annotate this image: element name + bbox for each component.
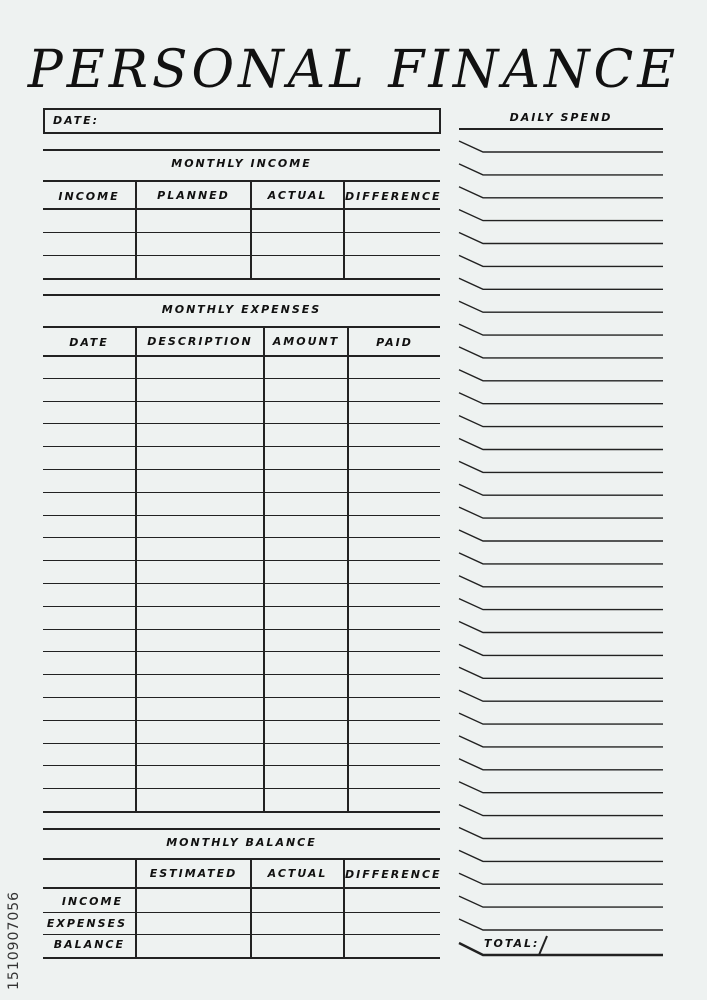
expense-row[interactable]: [43, 423, 440, 424]
balance-row[interactable]: [43, 934, 440, 935]
daily-spend-line[interactable]: [459, 416, 663, 427]
divider: [43, 858, 440, 860]
income-heading: MONTHLY INCOME: [171, 157, 312, 170]
daily-spend-line[interactable]: [459, 919, 663, 930]
balance-bottom-rule: [43, 957, 440, 959]
page-title: PERSONAL FINANCE: [27, 40, 680, 100]
daily-spend-line[interactable]: [459, 690, 663, 701]
expense-row[interactable]: [43, 788, 440, 789]
daily-spend-line[interactable]: [459, 301, 663, 312]
daily-spend-line[interactable]: [459, 667, 663, 678]
daily-spend-line[interactable]: [459, 255, 663, 266]
expense-row[interactable]: [43, 606, 440, 607]
daily-spend-line[interactable]: [459, 393, 663, 404]
divider: [43, 180, 440, 182]
column-divider: [135, 180, 137, 278]
daily-spend-line[interactable]: [459, 553, 663, 564]
expense-row[interactable]: [43, 469, 440, 470]
column-divider: [263, 326, 265, 811]
daily-spend-lines: [455, 128, 670, 963]
column-divider: [343, 180, 345, 278]
balance-row-expenses: EXPENSES: [46, 917, 127, 930]
expenses-bottom-rule: [43, 811, 440, 813]
daily-spend-line[interactable]: [459, 370, 663, 381]
income-col-difference: DIFFERENCE: [345, 190, 442, 203]
balance-row-income: INCOME: [61, 895, 123, 908]
expense-row[interactable]: [43, 674, 440, 675]
daily-spend-line[interactable]: [459, 210, 663, 221]
daily-spend-line[interactable]: [459, 805, 663, 816]
daily-spend-line[interactable]: [459, 782, 663, 793]
expense-row[interactable]: [43, 651, 440, 652]
balance-row-balance: BALANCE: [53, 938, 125, 951]
income-col-actual: ACTUAL: [267, 189, 328, 202]
daily-spend-line[interactable]: [459, 347, 663, 358]
divider: [43, 326, 440, 328]
column-divider: [250, 180, 252, 278]
expense-row[interactable]: [43, 743, 440, 744]
column-divider: [135, 326, 137, 811]
divider: [43, 294, 440, 296]
daily-spend-line[interactable]: [459, 759, 663, 770]
daily-spend-line[interactable]: [459, 599, 663, 610]
daily-spend-line[interactable]: [459, 187, 663, 198]
daily-spend-line[interactable]: [459, 461, 663, 472]
expense-row[interactable]: [43, 515, 440, 516]
daily-spend-line[interactable]: [459, 713, 663, 724]
expense-row[interactable]: [43, 697, 440, 698]
daily-spend-line[interactable]: [459, 828, 663, 839]
expense-row[interactable]: [43, 446, 440, 447]
expense-row[interactable]: [43, 720, 440, 721]
income-row[interactable]: [43, 255, 440, 256]
balance-row[interactable]: [43, 912, 440, 913]
income-row[interactable]: [43, 278, 440, 280]
column-divider: [347, 326, 349, 811]
total-slash: [539, 936, 547, 955]
expense-row[interactable]: [43, 560, 440, 561]
expenses-col-paid: PAID: [376, 336, 413, 349]
daily-spend-line[interactable]: [459, 439, 663, 450]
daily-spend-line[interactable]: [459, 576, 663, 587]
daily-spend-heading: DAILY SPEND: [509, 111, 613, 124]
daily-spend-line[interactable]: [459, 873, 663, 884]
income-header-rule: [43, 208, 440, 210]
expense-row[interactable]: [43, 401, 440, 402]
expense-row[interactable]: [43, 378, 440, 379]
column-divider: [343, 858, 345, 957]
daily-spend-line[interactable]: [459, 736, 663, 747]
date-field[interactable]: [43, 108, 441, 134]
column-divider: [135, 858, 137, 957]
expense-row[interactable]: [43, 583, 440, 584]
expenses-heading: MONTHLY EXPENSES: [161, 303, 322, 316]
daily-spend-line[interactable]: [459, 164, 663, 175]
expense-row[interactable]: [43, 492, 440, 493]
balance-heading: MONTHLY BALANCE: [166, 836, 317, 849]
income-row[interactable]: [43, 232, 440, 233]
balance-col-actual: ACTUAL: [267, 867, 328, 880]
balance-header-rule: [43, 887, 440, 889]
expense-row[interactable]: [43, 537, 440, 538]
expenses-col-amount: AMOUNT: [272, 335, 340, 348]
daily-spend-line[interactable]: [459, 530, 663, 541]
daily-spend-line[interactable]: [459, 233, 663, 244]
expenses-header-rule: [43, 355, 440, 357]
expense-row[interactable]: [43, 629, 440, 630]
divider: [43, 149, 440, 151]
column-divider: [250, 858, 252, 957]
daily-spend-line[interactable]: [459, 850, 663, 861]
daily-spend-line[interactable]: [459, 507, 663, 518]
balance-col-estimated: ESTIMATED: [149, 867, 238, 880]
daily-spend-line[interactable]: [459, 278, 663, 289]
expense-row[interactable]: [43, 765, 440, 766]
daily-spend-line[interactable]: [459, 644, 663, 655]
income-col-income: INCOME: [58, 190, 120, 203]
expenses-col-date: DATE: [69, 336, 109, 349]
balance-col-difference: DIFFERENCE: [345, 868, 442, 881]
daily-spend-line[interactable]: [459, 141, 663, 152]
daily-spend-line[interactable]: [459, 622, 663, 633]
total-label: TOTAL:: [484, 937, 540, 950]
divider: [43, 828, 440, 830]
watermark-id: 1510907056: [6, 890, 22, 990]
income-col-planned: PLANNED: [157, 189, 230, 202]
daily-spend-line[interactable]: [459, 484, 663, 495]
daily-spend-line[interactable]: [459, 896, 663, 907]
expenses-col-description: DESCRIPTION: [147, 335, 253, 348]
daily-spend-line[interactable]: [459, 324, 663, 335]
date-label: DATE:: [53, 114, 100, 127]
